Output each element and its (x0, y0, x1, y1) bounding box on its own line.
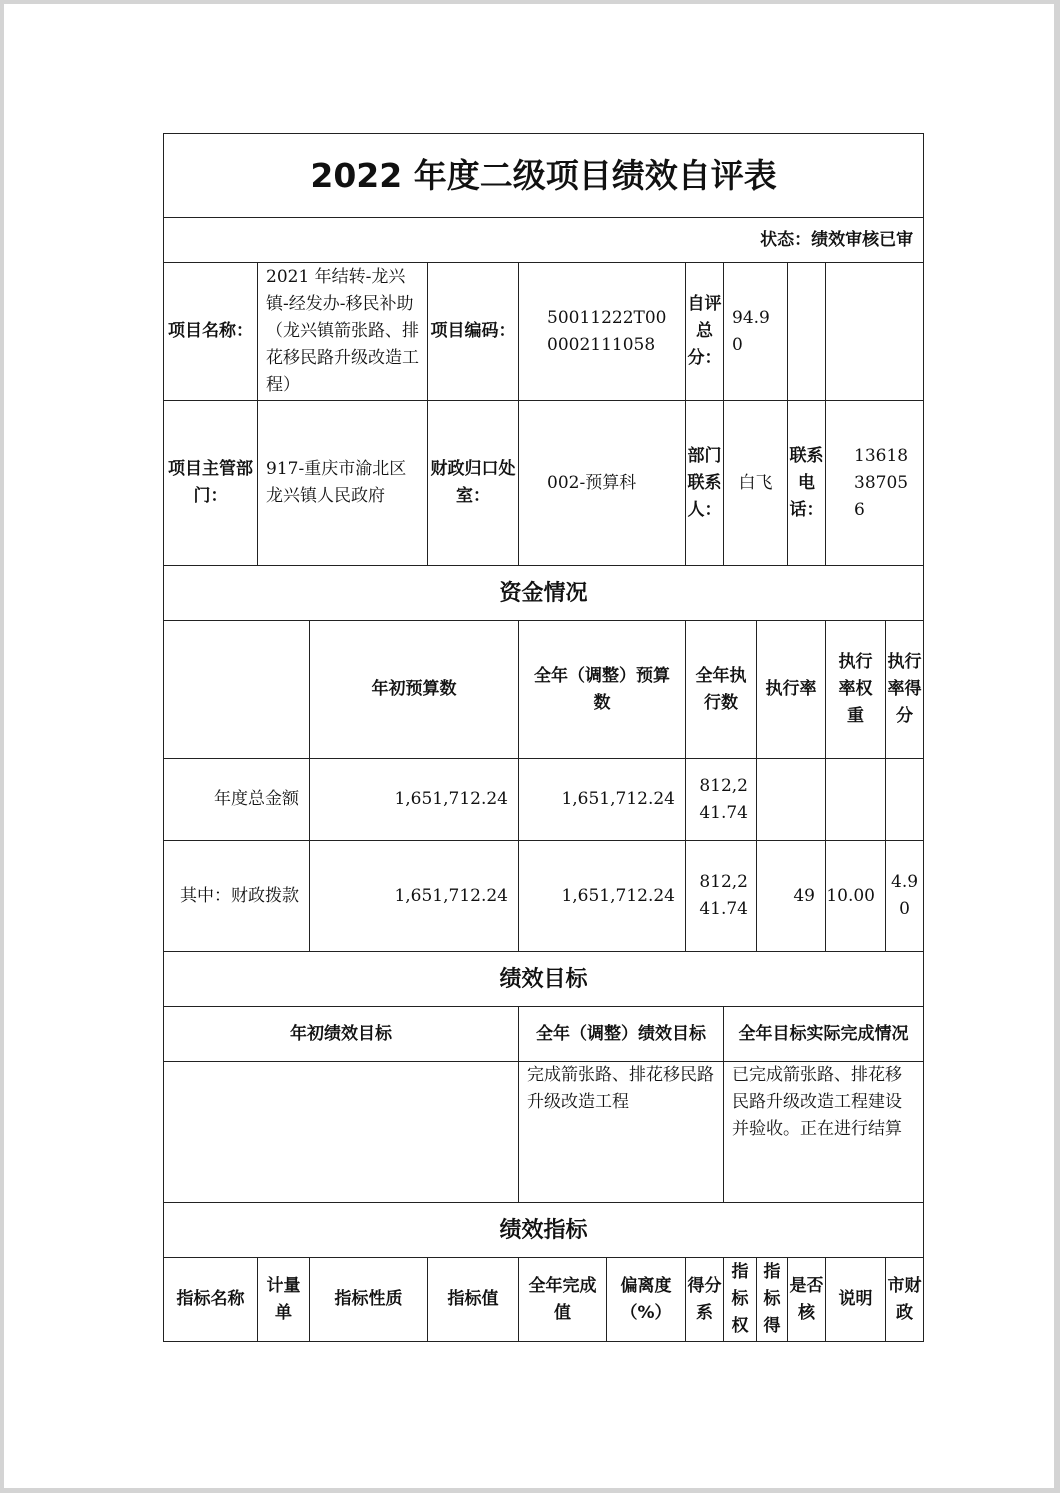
funds-row-rate: 49 (757, 841, 826, 952)
project-code-label: 项目编码： (428, 263, 519, 401)
indicators-header-city-finance: 市财政 (886, 1258, 924, 1342)
funds-row-score: 4.90 (886, 841, 924, 952)
evaluation-form (163, 133, 924, 1342)
indicators-header-name: 指标名称 (164, 1258, 258, 1342)
department-value: 917-重庆市渝北区龙兴镇人民政府 (258, 401, 428, 566)
indicators-header-verified: 是否核 (788, 1258, 826, 1342)
indicators-section-title: 绩效指标 (164, 1203, 924, 1258)
funds-header-weight: 执行率权重 (826, 621, 886, 759)
funds-row-adjusted-budget: 1,651,712.24 (519, 759, 686, 841)
funds-row-label: 其中：财政拨款 (164, 841, 310, 952)
funds-row-adjusted-budget: 1,651,712.24 (519, 841, 686, 952)
funds-row-weight: 10.00 (826, 841, 886, 952)
goals-header-actual: 全年目标实际完成情况 (724, 1007, 924, 1062)
phone-value: 13618387056 (826, 401, 924, 566)
indicators-header-value: 指标值 (428, 1258, 519, 1342)
indicators-header-coefficient: 得分系 (686, 1258, 724, 1342)
goals-header-adjusted: 全年（调整）绩效目标 (519, 1007, 724, 1062)
funds-row-label: 年度总金额 (164, 759, 310, 841)
funds-section-title: 资金情况 (164, 566, 924, 621)
goals-section-title: 绩效目标 (164, 952, 924, 1007)
empty-cell (788, 263, 826, 401)
funds-corner-cell (164, 621, 310, 759)
funds-header-adjusted-budget: 全年（调整）预算数 (519, 621, 686, 759)
goals-adjusted-value: 完成箭张路、排花移民路升级改造工程 (519, 1062, 724, 1203)
funds-row-initial-budget: 1,651,712.24 (310, 759, 519, 841)
indicators-header-note: 说明 (826, 1258, 886, 1342)
document-page (4, 4, 1054, 1488)
indicators-header-unit: 计量单 (258, 1258, 310, 1342)
project-name-label: 项目名称： (164, 263, 258, 401)
funds-row-score (886, 759, 924, 841)
funds-row-initial-budget: 1,651,712.24 (310, 841, 519, 952)
self-score-label: 自评总分： (686, 263, 724, 401)
funds-header-executed: 全年执行数 (686, 621, 757, 759)
contact-label: 部门联系人： (686, 401, 724, 566)
finance-office-value: 002-预算科 (519, 401, 686, 566)
project-code-value: 50011222T000002111058 (519, 263, 686, 401)
indicators-header-score: 指标得 (757, 1258, 788, 1342)
indicators-header-weight: 指标权 (724, 1258, 757, 1342)
funds-header-rate: 执行率 (757, 621, 826, 759)
goals-actual-value: 已完成箭张路、排花移民路升级改造工程建设并验收。正在进行结算 (724, 1062, 924, 1203)
funds-header-initial-budget: 年初预算数 (310, 621, 519, 759)
goals-initial-value (164, 1062, 519, 1203)
finance-office-label: 财政归口处室： (428, 401, 519, 566)
page-title: 2022 年度二级项目绩效自评表 (164, 134, 924, 218)
funds-row-executed: 812,241.74 (686, 841, 757, 952)
empty-cell (826, 263, 924, 401)
indicators-header-nature: 指标性质 (310, 1258, 428, 1342)
funds-row-weight (826, 759, 886, 841)
phone-label: 联系电话： (788, 401, 826, 566)
contact-value: 白飞 (724, 401, 788, 566)
department-label: 项目主管部门： (164, 401, 258, 566)
funds-header-score: 执行率得分 (886, 621, 924, 759)
self-score-value: 94.90 (724, 263, 788, 401)
indicators-header-completed: 全年完成值 (519, 1258, 607, 1342)
goals-header-initial: 年初绩效目标 (164, 1007, 519, 1062)
status-label: 状态：绩效审核已审 (164, 218, 924, 263)
indicators-header-deviation: 偏离度（%） (607, 1258, 686, 1342)
funds-row-executed: 812,241.74 (686, 759, 757, 841)
project-name-value: 2021 年结转-龙兴镇-经发办-移民补助（龙兴镇箭张路、排花移民路升级改造工程） (258, 263, 428, 401)
funds-row-rate (757, 759, 826, 841)
